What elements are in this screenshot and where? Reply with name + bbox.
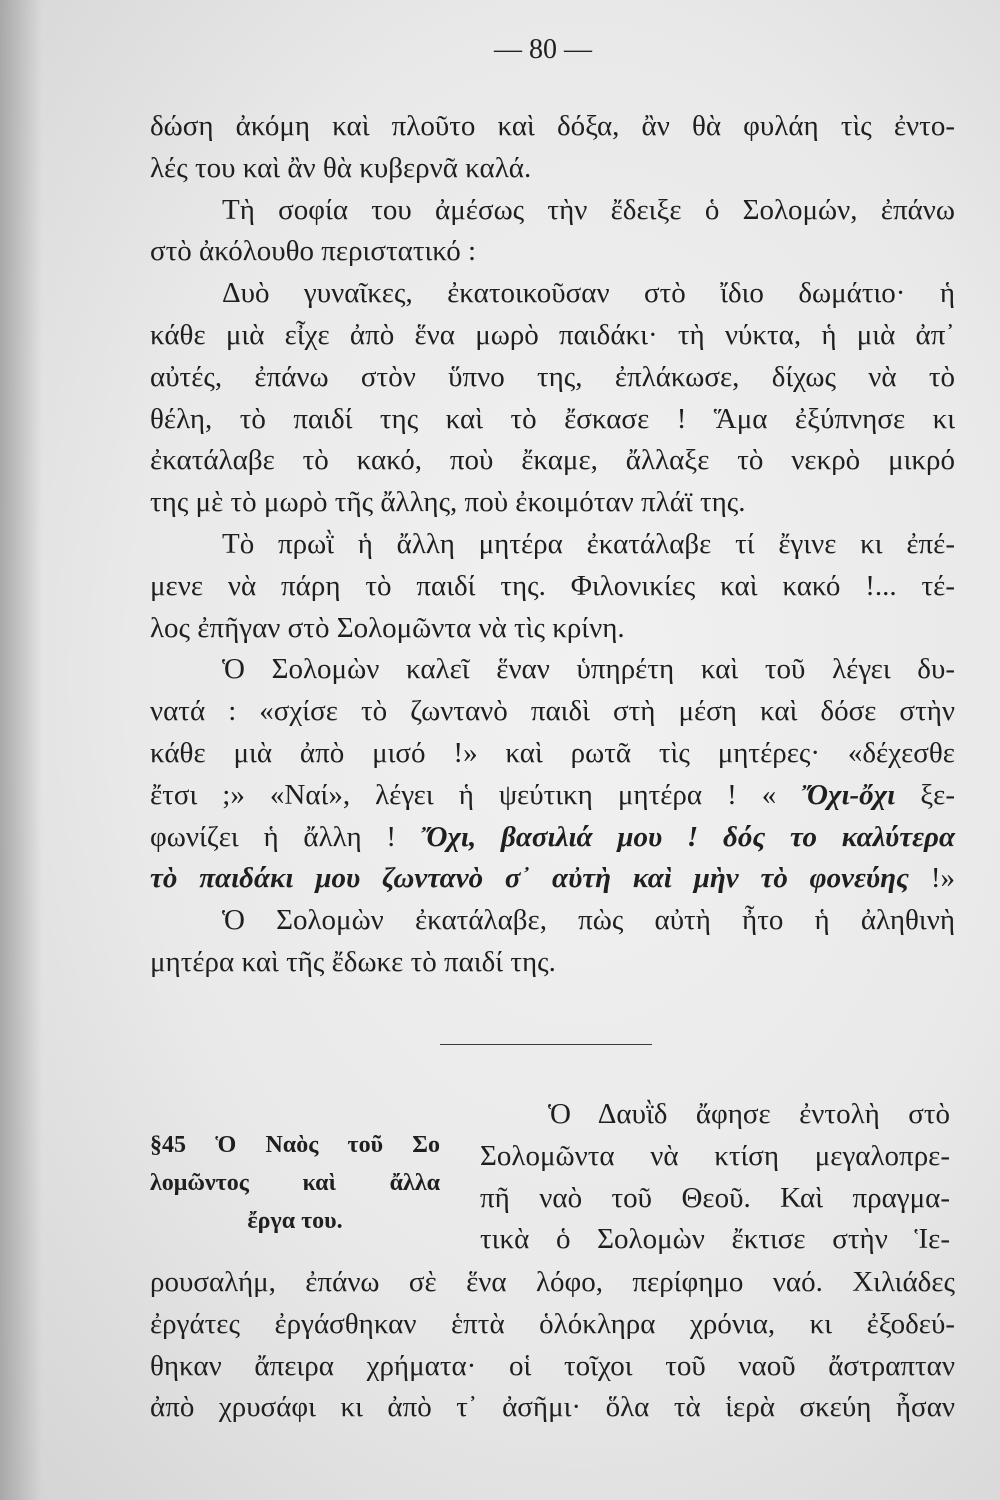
text-line: θηκαν ἄπειρα χρήματα· οἱ τοῖχοι τοῦ ναοῦ ἄστραπταν [150,1349,955,1382]
text-line [150,942,955,984]
text-line: ἐργάτες ἐργάσθηκαν ἑπτὰ ὁλόκληρα χρόνια, κι ἐξοδεύ- [150,1307,955,1340]
main-text [150,106,955,984]
text-line [150,733,955,775]
text-line-content: θέλη, τὸ παιδί της καὶ τὸ ἔσκασε ! Ἅμα ἐξύπνησε κι [150,402,955,435]
text-line [150,608,955,650]
text-line [150,440,955,482]
section-heading-line: λομῶντος καὶ ἄλλα [150,1170,440,1196]
text-line: ἀπὸ χρυσάφι κι ἀπὸ τ᾿ ἀσῆμι· ὅλα τὰ ἱερὰ σκεύη ἦσαν [150,1391,955,1424]
text-line-content: μητέρα καὶ τῆς ἔδωκε τὸ παιδί της. [150,945,556,978]
text-line: Σολομῶντα νὰ κτίση μεγαλοπρε- [480,1139,950,1172]
text-line: τικὰ ὁ Σολομὼν ἔκτισε στὴν Ἱε- [480,1223,950,1256]
text-line [150,858,955,900]
text-line [150,775,955,817]
text-line [150,900,955,942]
text-line [150,399,955,441]
section-side-text [480,1094,950,1261]
text-line [150,106,955,148]
text-line-content: λος ἐπῆγαν στὸ Σολομῶντα νὰ τὶς κρίνη. [150,611,625,644]
text-line [150,231,955,273]
section-heading-line: §45 Ὁ Ναὸς τοῦ Σο [150,1132,440,1158]
text-line-content: ἐκατάλαβε τὸ κακό, ποὺ ἔκαμε, ἄλλαξε τὸ νεκρὸ μικρό [150,444,955,477]
text-line-content: αὐτές, ἐπάνω στὸν ὕπνο της, ἐπλάκωσε, δίχως νὰ τὸ [150,360,955,393]
text-line [150,524,955,566]
text-line-content: κάθε μιὰ ἀπὸ μισό !» καὶ ρωτᾶ τὶς μητέρες· «δέχεσθε [150,736,955,769]
text-line-content: !» [908,862,955,895]
text-line [150,817,955,859]
text-line [150,273,955,315]
text-line-content: λές του καὶ ἂν θὰ κυβερνᾶ καλά. [150,151,532,184]
text-line [150,357,955,399]
text-line-content: δώση ἀκόμη καὶ πλοῦτο καὶ δόξα, ἂν θὰ φυλάη τὶς ἐντο- [150,110,955,142]
text-line [150,190,955,232]
text-line-content: κάθε μιὰ εἶχε ἀπὸ ἕνα μωρὸ παιδάκι· τὴ νύκτα, ἡ μιὰ ἀπ᾿ [150,318,955,351]
emphasis-text: Ὄχι-ὄχι [801,778,896,811]
text-line [150,148,955,190]
text-line-content: στὸ ἀκόλουθο περιστατικό : [150,235,477,268]
emphasis-text: τὸ παιδάκι μου ζωντανὸ σ᾿ αὐτὴ καὶ μὴν τὸ φονεύης [150,862,909,895]
text-line: ρουσαλήμ, ἐπάνω σὲ ἕνα λόφο, περίφημο ναό. Χιλιάδες [150,1266,955,1298]
text-line-content: φωνίζει ἡ ἄλλη ! [150,820,421,853]
text-line-content: της μὲ τὸ μωρὸ τῆς ἄλλης, ποὺ ἐκοιμόταν πλάϊ της. [150,486,746,519]
text-line-content: Τὸ πρωῒ ἡ ἄλλη μητέρα ἐκατάλαβε τί ἔγινε κι ἐπέ- [222,527,955,560]
text-line-content: Τὴ σοφία του ἀμέσως τὴν ἔδειξε ὁ Σολομών, ἐπάνω [222,193,955,226]
page-number: — 80 — [494,34,592,65]
text-line-content: Δυὸ γυναῖκες, ἐκατοικοῦσαν στὸ ἴδιο δωμάτιο· ἡ [222,277,955,310]
text-line-content: ἔτσι ;» «Ναί», λέγει ἡ ψεύτικη μητέρα ! « [150,778,802,811]
section-divider [440,1044,652,1045]
section-body-text [150,1262,955,1429]
section-heading [150,1126,440,1240]
section-heading-line: ἔργα του. [247,1208,343,1234]
text-line [150,566,955,608]
text-line-content: νατά : «σχίσε τὸ ζωντανὸ παιδὶ στὴ μέση καὶ δόσε στὴν [150,695,955,728]
text-line-content: Ὁ Σολομὼν καλεῖ ἕναν ὑπηρέτη καὶ τοῦ λέγει δυ- [222,653,955,686]
text-line: Ὁ Δαυῒδ ἄφησε ἐντολὴ στὸ [548,1098,950,1130]
text-line [150,649,955,691]
text-line-content: μενε νὰ πάρη τὸ παιδί της. Φιλονικίες καὶ κακό !... τέ- [150,569,955,602]
text-line-content: Ὁ Σολομὼν ἐκατάλαβε, πὼς αὐτὴ ἦτο ἡ ἀληθινὴ [222,904,955,937]
emphasis-text: Ὄχι, βασιλιά μου ! δός το καλύτερα [420,820,955,853]
text-line: πῆ ναὸ τοῦ Θεοῦ. Καὶ πραγμα- [480,1181,950,1214]
text-line [150,482,955,524]
text-line-content: ξε- [895,778,956,811]
text-line [150,315,955,357]
text-line [150,691,955,733]
